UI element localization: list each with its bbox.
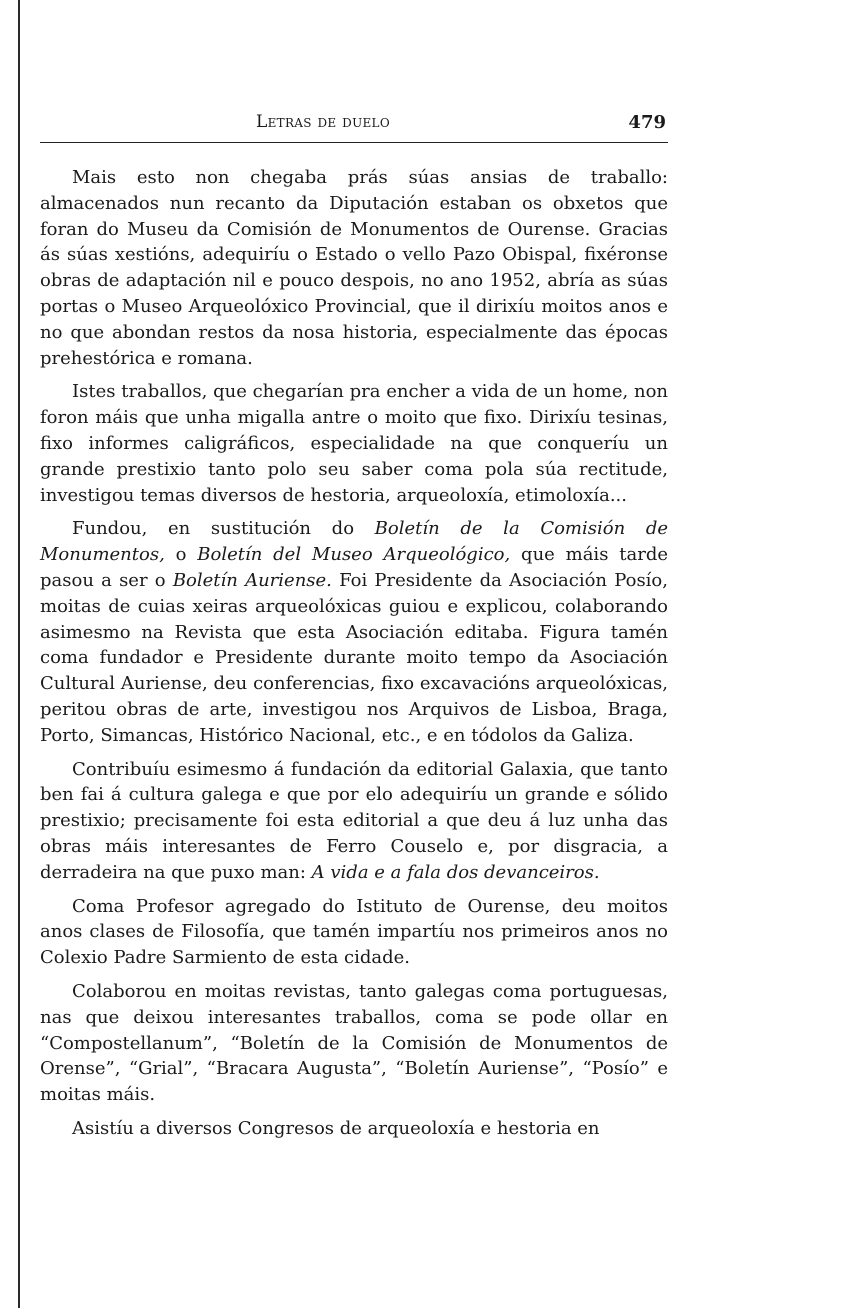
paragraph-5-text: Coma Profesor agregado do Istituto de Ourense, deu moitos anos clases de Filosofía, que tamén impartíu nos primeiros anos no Colexio Padre Sarmiento de esta cidade.: [40, 895, 668, 969]
paragraph-7: [40, 1116, 668, 1142]
page-number: 479: [628, 112, 666, 133]
paragraph-3: [40, 516, 668, 748]
page-edge-line: [18, 0, 20, 1308]
paragraph-3-text-4: Foi Presidente da Asociación Posío, moitas de cuias xeiras arqueolóxicas guiou e explicou, colaborando asimesmo na Revista que esta Asociación editaba. Figura tamén coma fundador e Presidente durante moito tempo da Asociación Cultural Auriense, deu conferencias, fixo excavacións arqueolóxicas, peritou obras de arte, investigou nos Arquivos de Lisboa, Braga, Porto, Simancas, Histórico Nacional, etc., e en tódolos da Galiza.: [40, 569, 668, 746]
paragraph-3-text-3: que máis tarde pasou a ser o: [40, 544, 668, 591]
paragraph-1: [40, 165, 668, 371]
paragraph-2-text: Istes traballos, que chegarían pra encher a vida de un home, non foron máis que unha migalla antre o moito que fixo. Dirixíu tesinas, fixo informes caligráficos, especialidade na que conqueríu un grande prestixio tanto polo seu saber coma pola súa rectitude, investigou temas diversos de hestoria, arqueoloxía, etimoloxía...: [40, 381, 668, 506]
paragraph-7-text: Asistíu a diversos Congresos de arqueoloxía e hestoria en: [72, 1117, 600, 1139]
running-header: [40, 112, 668, 143]
paragraph-3-title-1: Boletín de la Comisión de Monumentos,: [40, 518, 668, 566]
running-title: Letras de duelo: [256, 112, 390, 132]
paragraph-5: [40, 894, 668, 971]
paragraph-2: [40, 379, 668, 508]
paragraph-4: [40, 757, 668, 886]
paragraph-3-text-1: Fundou, en sustitución do: [72, 518, 375, 540]
body-text: [40, 165, 668, 1150]
paragraph-4-text-1: Contribuíu esimesmo á fundación da editorial Galaxia, que tanto ben fai á cultura galega e que por elo adequiríu un grande e sólido prestixio; precisamente foi esta editorial a que deu á luz unha das obras máis interesantes de Ferro Couselo e, por disgracia, a derradeira na que puxo man:: [40, 758, 668, 883]
paragraph-1-text: Mais esto non chegaba prás súas ansias de traballo: almacenados nun recanto da Diputación estaban os obxetos que foran do Museu da Comisión de Monumentos de Ourense. Gracias ás súas xestións, adequiríu o Estado o vello Pazo Obispal, fixéronse obras de adaptación nil e pouco despois, no ano 1952, abría as súas portas o Museo Arqueolóxico Provincial, que il dirixíu moitos anos e no que abondan restos da nosa historia, especialmente das épocas prehestórica e romana.: [40, 167, 668, 369]
paragraph-3-text-2: o: [164, 544, 198, 566]
paragraph-3-title-3: Boletín Auriense.: [172, 569, 332, 591]
paragraph-3-title-2: Boletín del Museo Arqueológico,: [197, 544, 511, 566]
paragraph-6: [40, 979, 668, 1108]
paragraph-4-title-1: A vida e a fala dos devanceiros.: [311, 861, 600, 883]
paragraph-6-text: Colaborou en moitas revistas, tanto galegas coma portuguesas, nas que deixou interesantes traballos, coma se pode ollar en “Compostellanum”, “Boletín de la Comisión de Monumentos de Orense”, “Grial”, “Bracara Augusta”, “Boletín Auriense”, “Posío” e moitas máis.: [40, 980, 668, 1106]
